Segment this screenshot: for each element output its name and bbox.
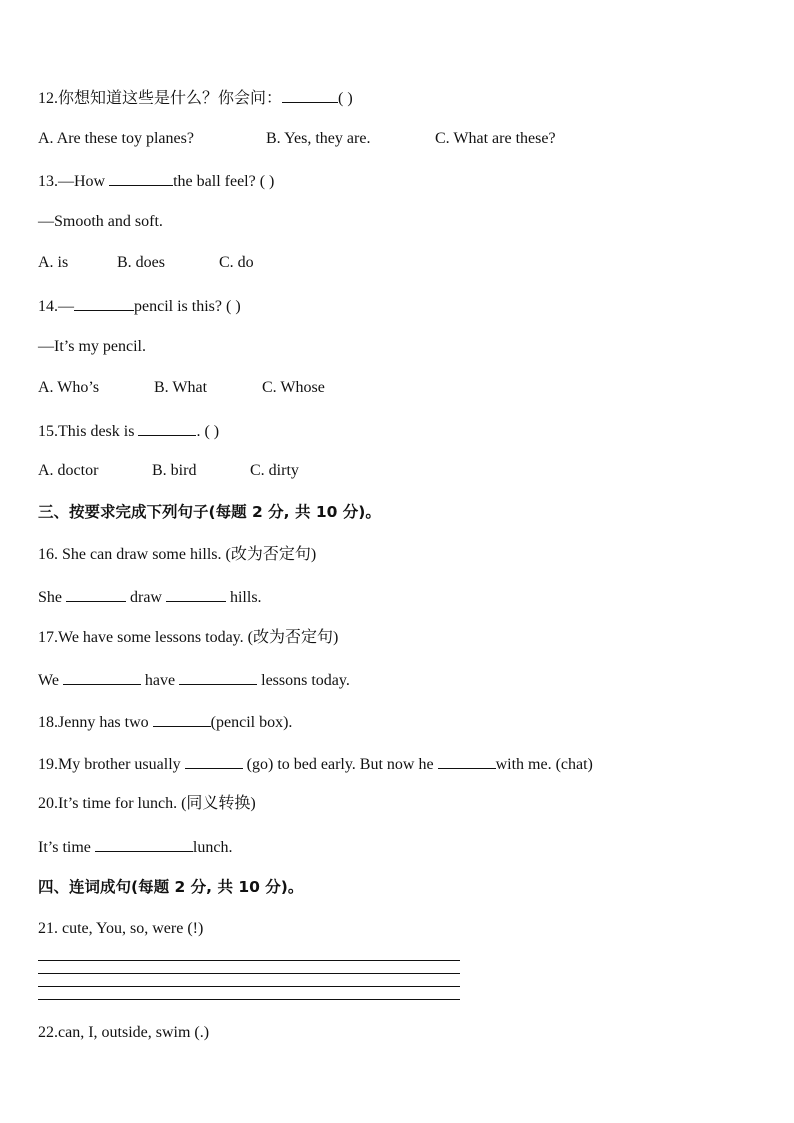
q14-text-after: pencil is this? ( ) xyxy=(134,298,241,315)
q13-option-a[interactable]: A. is xyxy=(38,254,69,271)
q15-option-c[interactable]: C. dirty xyxy=(250,462,299,479)
q19-text-before: 19.My brother usually xyxy=(38,756,185,773)
q12-option-c[interactable]: C. What are these? xyxy=(435,130,556,147)
q16-answer-part: hills. xyxy=(225,589,262,606)
q12-text: 12.你想知道这些是什么？你会问： xyxy=(38,90,283,107)
q17-answer-part: have xyxy=(140,672,180,689)
q16-blank-2[interactable] xyxy=(166,586,226,602)
q19-prompt xyxy=(38,753,593,775)
q18-text-before: 18.Jenny has two xyxy=(38,714,153,731)
q21-prompt: 21. cute, You, so, were (!) xyxy=(38,920,204,937)
q12-prompt xyxy=(38,87,353,109)
q12-option-b[interactable]: B. Yes, they are. xyxy=(266,130,371,147)
q13-option-b[interactable]: B. does xyxy=(117,254,165,271)
q15-option-a[interactable]: A. doctor xyxy=(38,462,99,479)
q20-answer xyxy=(38,836,232,858)
section-4-heading: 四、连词成句(每题 2 分, 共 10 分)。 xyxy=(38,878,304,896)
q12-paren: ( ) xyxy=(338,90,353,107)
q14-option-b[interactable]: B. What xyxy=(154,379,208,396)
q16-prompt: 16. She can draw some hills. (改为否定句) xyxy=(38,546,317,563)
q13-prompt xyxy=(38,170,274,192)
q18-prompt xyxy=(38,711,292,733)
q21-writing-line-2[interactable] xyxy=(38,973,460,974)
q12-blank[interactable] xyxy=(282,87,338,103)
q13-reply: —Smooth and soft. xyxy=(38,213,163,230)
q21-writing-line-1[interactable] xyxy=(38,960,460,961)
q17-answer-part: lessons today. xyxy=(257,672,350,689)
q17-blank-2[interactable] xyxy=(179,669,257,685)
q15-text-before: 15.This desk is xyxy=(38,423,139,440)
q13-text-before: 13.—How xyxy=(38,173,110,190)
q14-reply: —It’s my pencil. xyxy=(38,338,146,355)
q22-prompt: 22.can, I, outside, swim (.) xyxy=(38,1024,210,1041)
q15-blank[interactable] xyxy=(138,420,196,436)
q21-writing-line-4[interactable] xyxy=(38,999,460,1000)
q20-text-before: It’s time xyxy=(38,839,95,856)
q20-text-after: lunch. xyxy=(192,839,233,856)
q17-answer-part: We xyxy=(38,672,63,689)
q17-blank-1[interactable] xyxy=(63,669,141,685)
q19-blank-1[interactable] xyxy=(185,753,243,769)
q13-blank[interactable] xyxy=(109,170,173,186)
q19-blank-2[interactable] xyxy=(438,753,496,769)
q16-answer-part: draw xyxy=(126,589,166,606)
q16-answer xyxy=(38,586,262,608)
q12-option-a[interactable]: A. Are these toy planes? xyxy=(38,130,194,147)
q20-prompt: 20.It’s time for lunch. (同义转换) xyxy=(38,795,256,812)
q13-text-after: the ball feel? ( ) xyxy=(173,173,275,190)
q16-answer-part: She xyxy=(38,589,66,606)
q14-option-a[interactable]: A. Who’s xyxy=(38,379,100,396)
q20-blank[interactable] xyxy=(95,836,193,852)
q14-blank[interactable] xyxy=(74,295,134,311)
q19-text-after: with me. (chat) xyxy=(495,756,593,773)
q14-option-c[interactable]: C. Whose xyxy=(262,379,325,396)
q16-blank-1[interactable] xyxy=(66,586,126,602)
q18-text-after: (pencil box). xyxy=(210,714,293,731)
q15-prompt xyxy=(38,420,219,442)
q18-blank[interactable] xyxy=(153,711,211,727)
q13-option-c[interactable]: C. do xyxy=(219,254,254,271)
q14-prompt xyxy=(38,295,241,317)
q17-answer xyxy=(38,669,350,691)
q21-writing-line-3[interactable] xyxy=(38,986,460,987)
q15-text-after: . ( ) xyxy=(196,423,220,440)
q14-text-before: 14.— xyxy=(38,298,74,315)
q17-prompt: 17.We have some lessons today. (改为否定句) xyxy=(38,629,339,646)
section-3-heading: 三、按要求完成下列句子(每题 2 分, 共 10 分)。 xyxy=(38,503,381,521)
q19-text-middle: (go) to bed early. But now he xyxy=(242,756,438,773)
q15-option-b[interactable]: B. bird xyxy=(152,462,197,479)
